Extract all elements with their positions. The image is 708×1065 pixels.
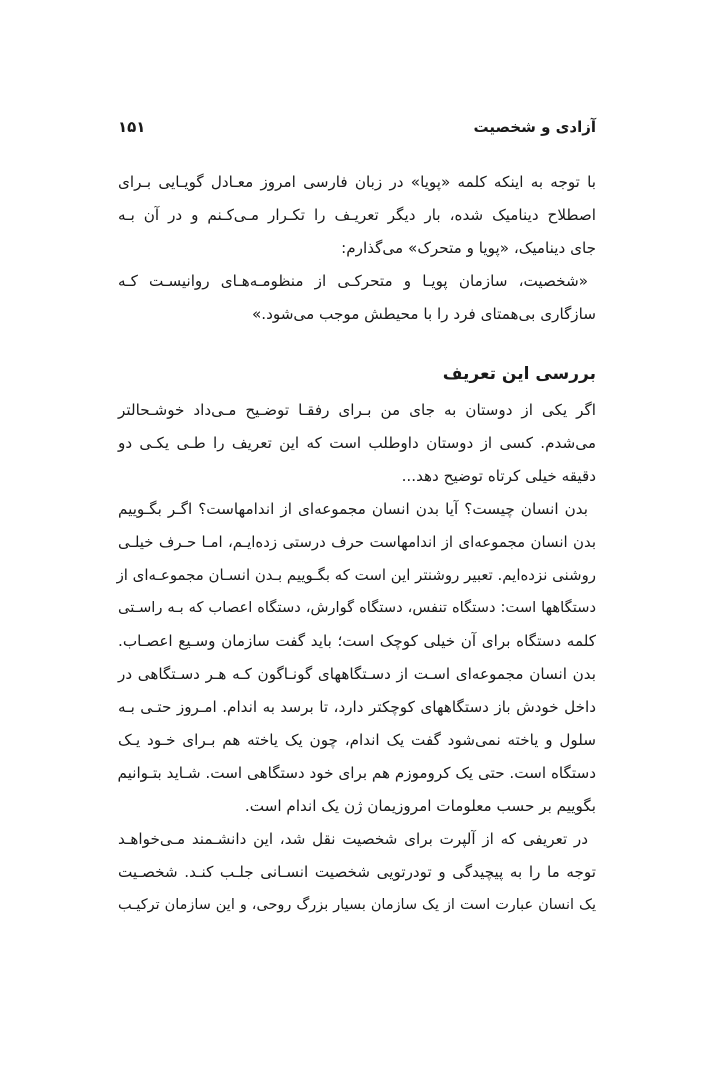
text-line: داخل خودش باز دستگاههای کوچکتر دارد، تا برسد به اندام. امـروز حتـی بـه [118, 698, 596, 716]
text-line: بدن انسان مجموعه‌ای از اندامهاست حرف درستی زده‌ایـم، امـا حـرف خیلـی [118, 533, 596, 551]
text-line: اصطلاح دینامیک شده، بار دیگر تعریـف را تکـرار مـی‌کـنم و در آن بـه [118, 206, 596, 224]
text-line: کلمه دستگاه برای آن خیلی کوچک است؛ باید گفت سازمان وسـیع اعصـاب. [118, 632, 596, 650]
text-line: در تعریفی که از آلپرت برای شخصیت نقل شد، این دانشـمند مـی‌خواهـد [118, 830, 588, 848]
text-line: دقیقه خیلی کرتاه توضیح دهد... [401, 467, 596, 485]
text-line: «شخصیت، سازمان پویـا و متحرکـی از منظومـه‌هـای روانیسـت کـه [118, 272, 588, 290]
text-line: بدن انسان چیست؟ آیا بدن انسان مجموعه‌ای از اندامهاست؟ اگـر بگـوییم [118, 500, 588, 518]
text-line: می‌شدم. کسی از دوستان داوطلب است که این تعریف را طـی یکـی دو [118, 434, 596, 452]
text-line: روشنی نزده‌ایم. تعبیر روشنتر این است که بگـوییم بـدن انسـان مجموعـه‌ای از [116, 566, 596, 584]
text-line: دستگاهها است: دستگاه تنفس، دستگاه گوارش، دستگاه اعصاب که بـه راسـتی [118, 599, 596, 616]
text-line: دستگاه است. حتی یک کروموزم هم برای خود دستگاهی است. شـاید بتـوانیم [117, 764, 596, 782]
section-heading: بررسی این تعریف [442, 364, 596, 384]
page-number: ۱۵۱ [118, 118, 146, 136]
text-line: توجه ما را به پیچیدگی و تودرتویی شخصیت انسـانی جلـب کنـد. شخصـیت [118, 863, 596, 881]
text-line: سلول و یاخته نمی‌شود گفت یک اندام، چون یک یاخته هم بـرای خـود یـک [118, 731, 596, 749]
text-line: جای دینامیک، «پویا و متحرک» می‌گذارم: [341, 239, 596, 257]
text-line: با توجه به اینکه کلمه «پویا» در زبان فارسی امروز معـادل گویـایی بـرای [118, 173, 596, 191]
running-header [118, 118, 596, 142]
text-line: اگر یکی از دوستان به جای من بـرای رفقـا توضـیح مـی‌داد خوشـحالتر [118, 401, 596, 419]
text-line: بگوییم بر حسب معلومات امروزیمان ژن یک اندام است. [244, 797, 596, 815]
chapter-title: آزادی و شخصیت [473, 118, 596, 136]
text-line: بدن انسان مجموعه‌ای اسـت از دسـتگاههای گونـاگون کـه هـر دسـتگاهی در [118, 665, 596, 683]
text-line: یک انسان عبارت است از یک سازمان بسیار بزرگ روحی، و این سازمان ترکیـب [118, 897, 596, 913]
text-line: سازگاری بی‌همتای فرد را با محیطش موجب می‌شود.» [251, 305, 596, 323]
